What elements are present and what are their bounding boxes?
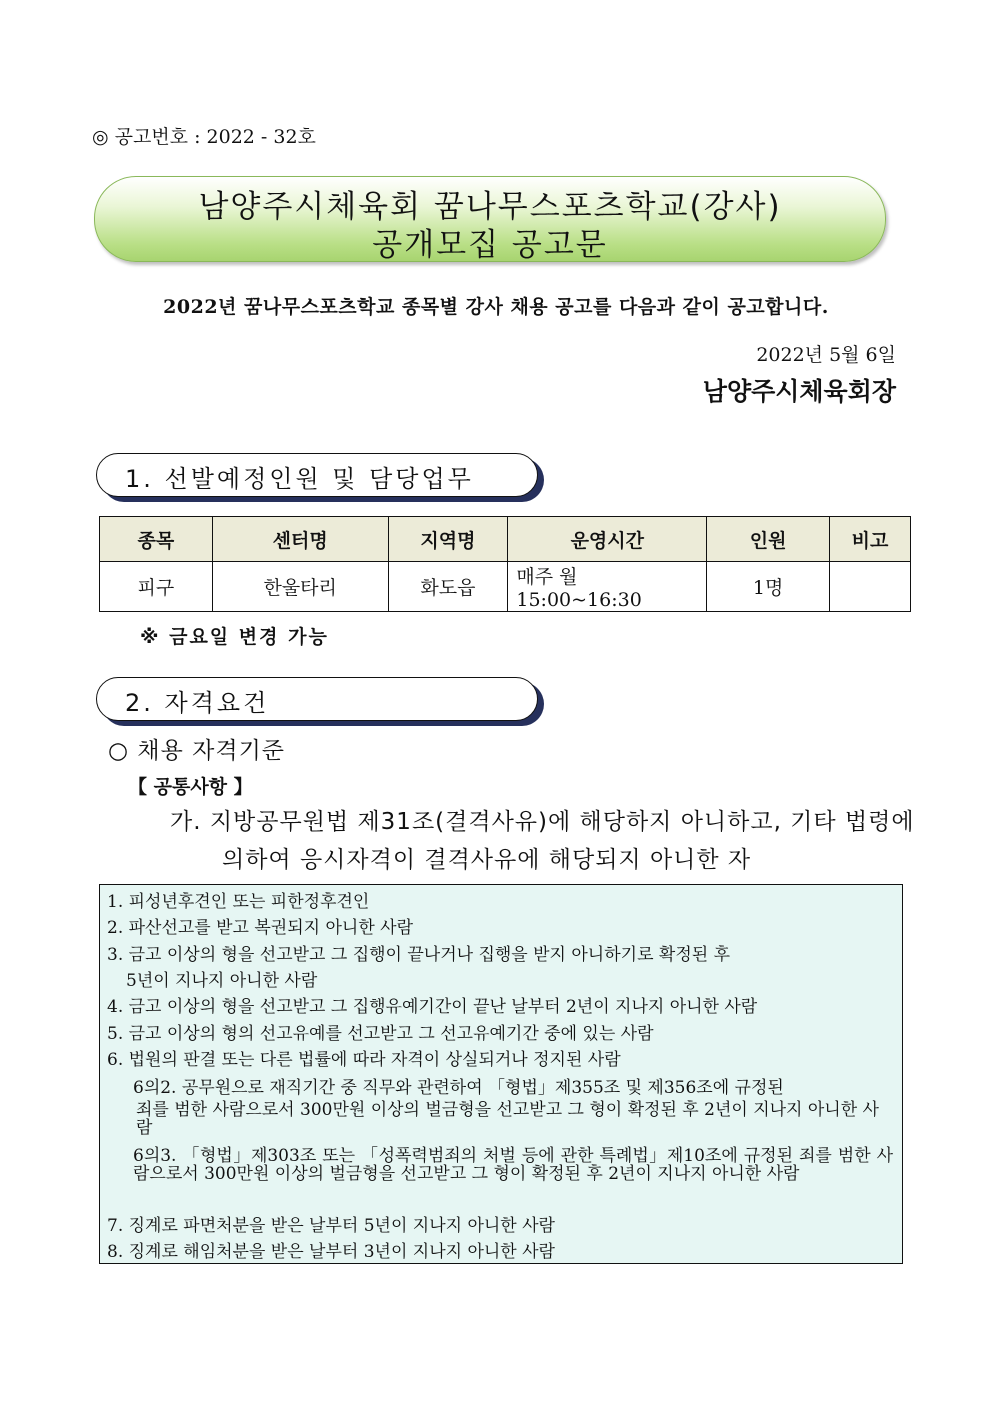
list-item: 1. 피성년후견인 또는 피한정후견인 xyxy=(107,892,370,912)
col-header-sport: 종목 xyxy=(100,517,213,562)
common-item-line-2: 의하여 응시자격이 결격사유에 해당되지 아니한 자 xyxy=(222,847,752,873)
list-item: 6. 법원의 판결 또는 다른 법률에 따라 자격이 상실되거나 정지된 사람 xyxy=(107,1050,621,1070)
section-1-title: 1. 선발예정인원 및 담당업무 xyxy=(125,465,474,493)
cell-hours: 매주 월 15:00~16:30 xyxy=(508,562,707,612)
issuer-name: 남양주시체육회장 xyxy=(702,377,896,406)
col-header-remarks: 비고 xyxy=(830,517,911,562)
cell-remarks xyxy=(830,562,911,612)
table-row xyxy=(100,562,911,612)
col-header-center: 센터명 xyxy=(212,517,388,562)
section-1-header xyxy=(96,453,538,497)
notice-number: ◎ 공고번호 : 2022 - 32호 xyxy=(92,126,316,148)
list-sub-item: 6의3. 「형법」제303조 또는 「성폭력범죄의 처벌 등에 관한 특례법」제10조에 규정된 죄를 범한 사람으로서 300만원 이상의 벌금형을 선고받고 그 형이 확정된 후 2년이 지나지 아니한 사람 xyxy=(133,1146,893,1184)
cell-headcount: 1명 xyxy=(707,562,830,612)
cell-region: 화도읍 xyxy=(388,562,508,612)
cell-center: 한울타리 xyxy=(212,562,388,612)
disqualification-box xyxy=(99,884,903,1264)
list-item: 7. 징계로 파면처분을 받은 날부터 5년이 지나지 아니한 사람 xyxy=(107,1216,555,1236)
section-2-header xyxy=(96,677,538,721)
section-2-title: 2. 자격요건 xyxy=(125,689,270,717)
criteria-heading: ○ 채용 자격기준 xyxy=(108,738,285,764)
list-item: 5. 금고 이상의 형의 선고유예를 선고받고 그 선고유예기간 중에 있는 사람 xyxy=(107,1024,654,1044)
list-item: 3. 금고 이상의 형을 선고받고 그 집행이 끝나거나 집행을 받지 아니하기로 확정된 후 xyxy=(107,945,730,965)
col-header-hours: 운영시간 xyxy=(508,517,707,562)
list-item-continued: 5년이 지나지 아니한 사람 xyxy=(126,971,318,991)
col-header-headcount: 인원 xyxy=(707,517,830,562)
page-title-line-2: 공개모집 공고문 xyxy=(372,227,608,263)
common-item-line-1: 가. 지방공무원법 제31조(결격사유)에 해당하지 아니하고, 기타 법령에 xyxy=(170,809,915,835)
cell-sport: 피구 xyxy=(100,562,213,612)
friday-note: ※ 금요일 변경 가능 xyxy=(140,626,329,648)
schedule-table xyxy=(99,516,911,612)
list-item: 2. 파산선고를 받고 복권되지 아니한 사람 xyxy=(107,918,413,938)
table-header-row xyxy=(100,517,911,562)
notice-date: 2022년 5월 6일 xyxy=(756,344,896,366)
page-title-line-1: 남양주시체육회 꿈나무스포츠학교(강사) xyxy=(198,189,782,225)
list-sub-item: 6의2. 공무원으로 재직기간 중 직무와 관련하여 「형법」제355조 및 제356조에 규정된 xyxy=(133,1078,784,1098)
common-label: 【 공통사항 】 xyxy=(128,776,253,798)
list-item: 8. 징계로 해임처분을 받은 날부터 3년이 지나지 아니한 사람 xyxy=(107,1242,555,1262)
intro-text: 2022년 꿈나무스포츠학교 종목별 강사 채용 공고를 다음과 같이 공고합니다. xyxy=(163,296,829,318)
list-item: 4. 금고 이상의 형을 선고받고 그 집행유예기간이 끝난 날부터 2년이 지나지 아니한 사람 xyxy=(107,997,758,1017)
list-sub-item-continued: 죄를 범한 사람으로서 300만원 이상의 벌금형을 선고받고 그 형이 확정된 후 2년이 지나지 아니한 사람 xyxy=(136,1100,879,1138)
title-banner xyxy=(94,176,886,262)
col-header-region: 지역명 xyxy=(388,517,508,562)
